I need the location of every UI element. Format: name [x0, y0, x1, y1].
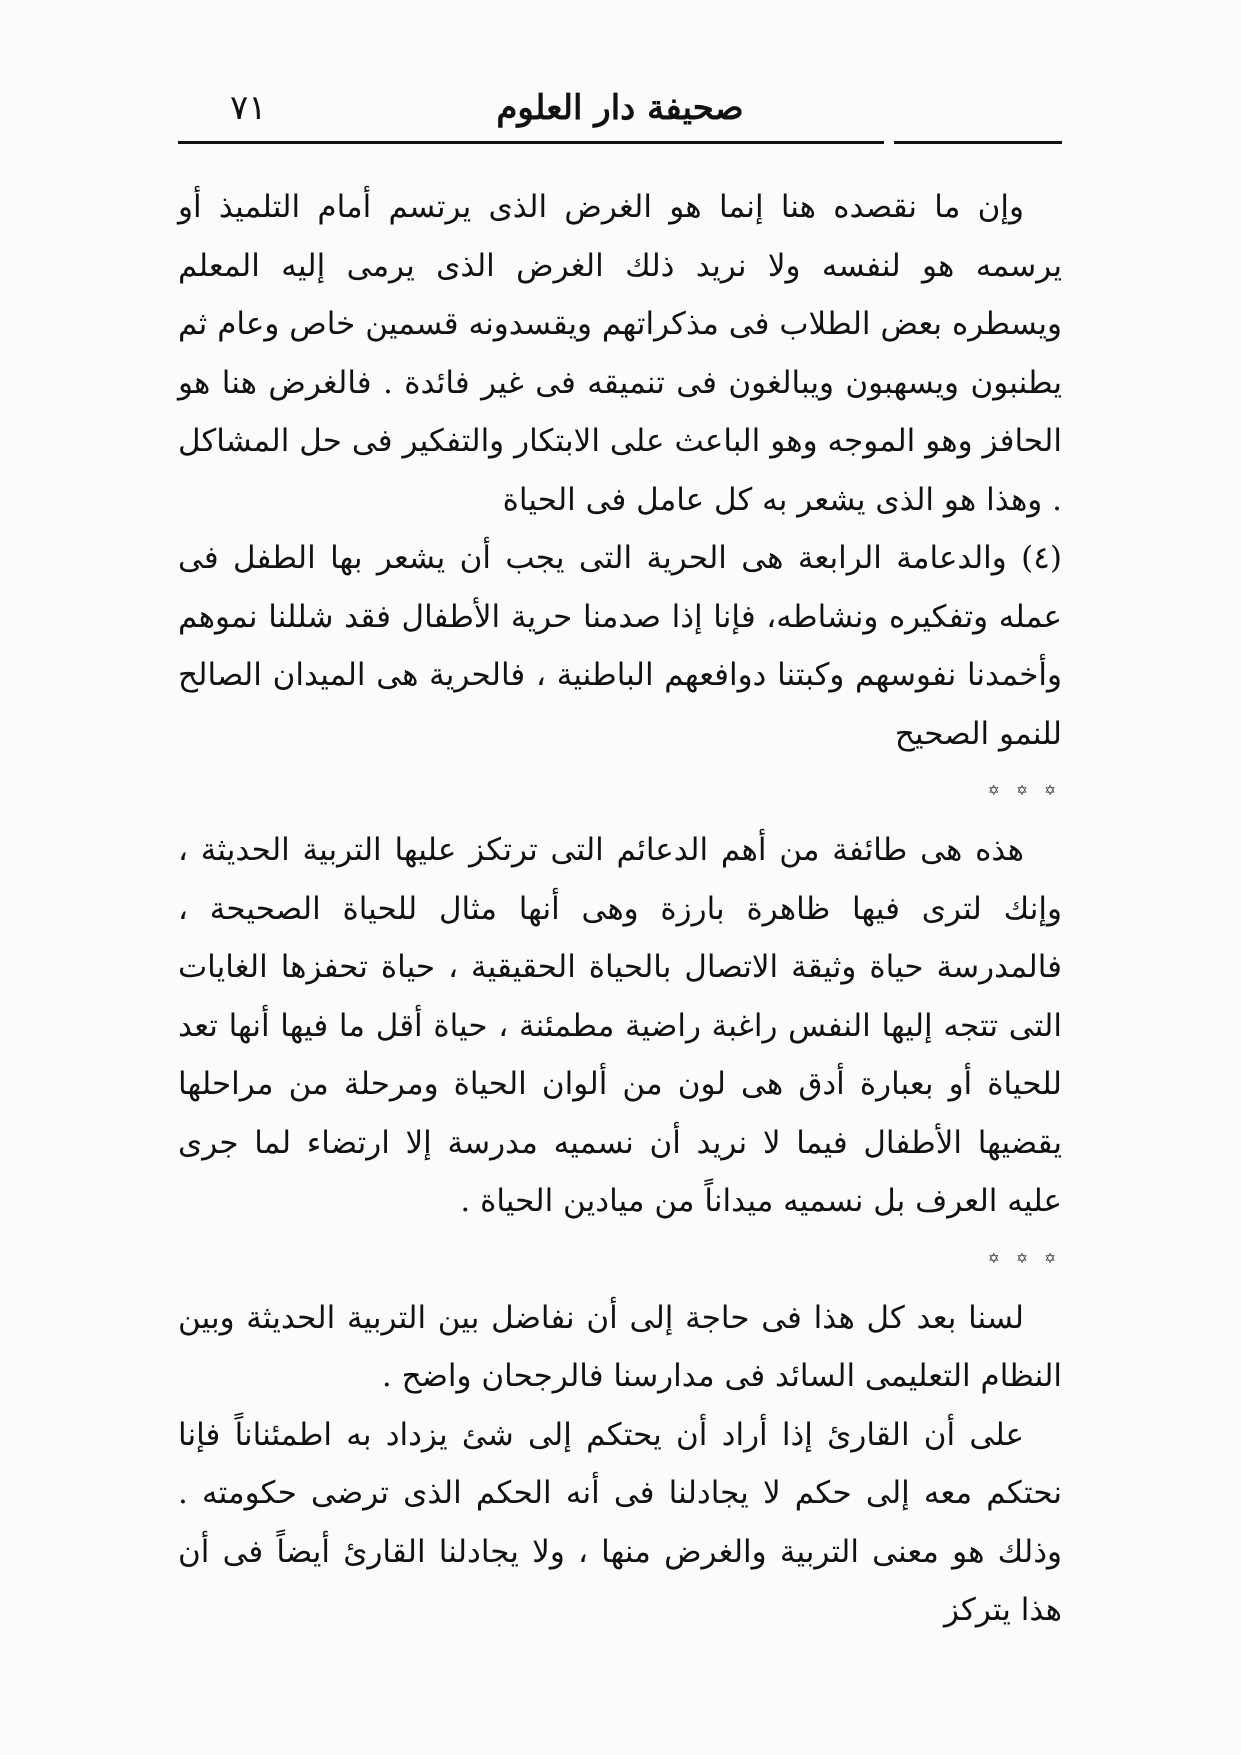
paragraph-1: وإن ما نقصده هنا إنما هو الغرض الذى يرتسم أمام التلميذ أو يرسمه هو لنفسه ولا نريد ذلك الغرض الذى يرمى إليه المعلم ويسطره بعض الطلاب فى مذكراتهم ويقسدونه قسمين خاص وعام ثم يطنبون ويسهبون ويبالغون فى تنميقه فى غير فائدة . فالغرض هنا هو الحافز وهو الموجه وهو الباعث على الابتكار والتفكير فى حل المشاكل . وهذا هو الذى يشعر به كل عامل فى الحياة [178, 189, 1062, 518]
header-rule [178, 141, 1062, 144]
paragraph-2: (٤) والدعامة الرابعة هى الحرية التى يجب أن يشعر بها الطفل فى عمله وتفكيره ونشاطه، فإنا إذا صدمنا حرية الأطفال فقد شللنا نموهم وأخمدنا نفوسهم وكبتنا دوافعهم الباطنية ، فالحرية هى الميدان الصالح للنمو الصحيح [178, 540, 1062, 752]
paragraph-5: على أن القارئ إذا أراد أن يحتكم إلى شئ يزداد به اطمئناناً فإنا نحتكم معه إلى حكم لا يجادلنا فى أنه الحكم الذى ترضى حكومته . وذلك هو معنى التربية والغرض منها ، ولا يجادلنا القارئ أيضاً فى أن هذا يتركز [178, 1416, 1062, 1628]
section-separator: ✡ ✡ ✡ [987, 783, 1062, 799]
page-number: ٧١ [230, 88, 267, 128]
header-rule-gap [884, 138, 894, 146]
paragraph-4: لسنا بعد كل هذا فى حاجة إلى أن نفاضل بين التربية الحديثة وبين النظام التعليمى السائد فى مدارسنا فالرجحان واضح . [178, 1299, 1062, 1394]
paragraph-3: هذه هى طائفة من أهم الدعائم التى ترتكز عليها التربية الحديثة ، وإنك لترى فيها ظاهرة بارزة وهى أنها مثال للحياة الصحيحة ، فالمدرسة حياة وثيقة الاتصال بالحياة الحقيقية ، حياة تحفزها الغايات التى تتجه إليها النفس راغبة راضية مطمئنة ، حياة أقل ما فيها أنها تعد للحياة أو بعبارة أدق هى لون من ألوان الحياة ومرحلة من مراحلها يقضيها الأطفال فيما لا نريد أن نسميه مدرسة إلا ارتضاء لما جرى عليه العرف بل نسميه ميداناً من ميادين الحياة . [178, 832, 1062, 1219]
body-text [178, 178, 1062, 1640]
section-separator: ✡ ✡ ✡ [987, 1250, 1062, 1267]
page-header [178, 84, 1062, 144]
running-title: صحيفة دار العلوم [496, 88, 744, 128]
